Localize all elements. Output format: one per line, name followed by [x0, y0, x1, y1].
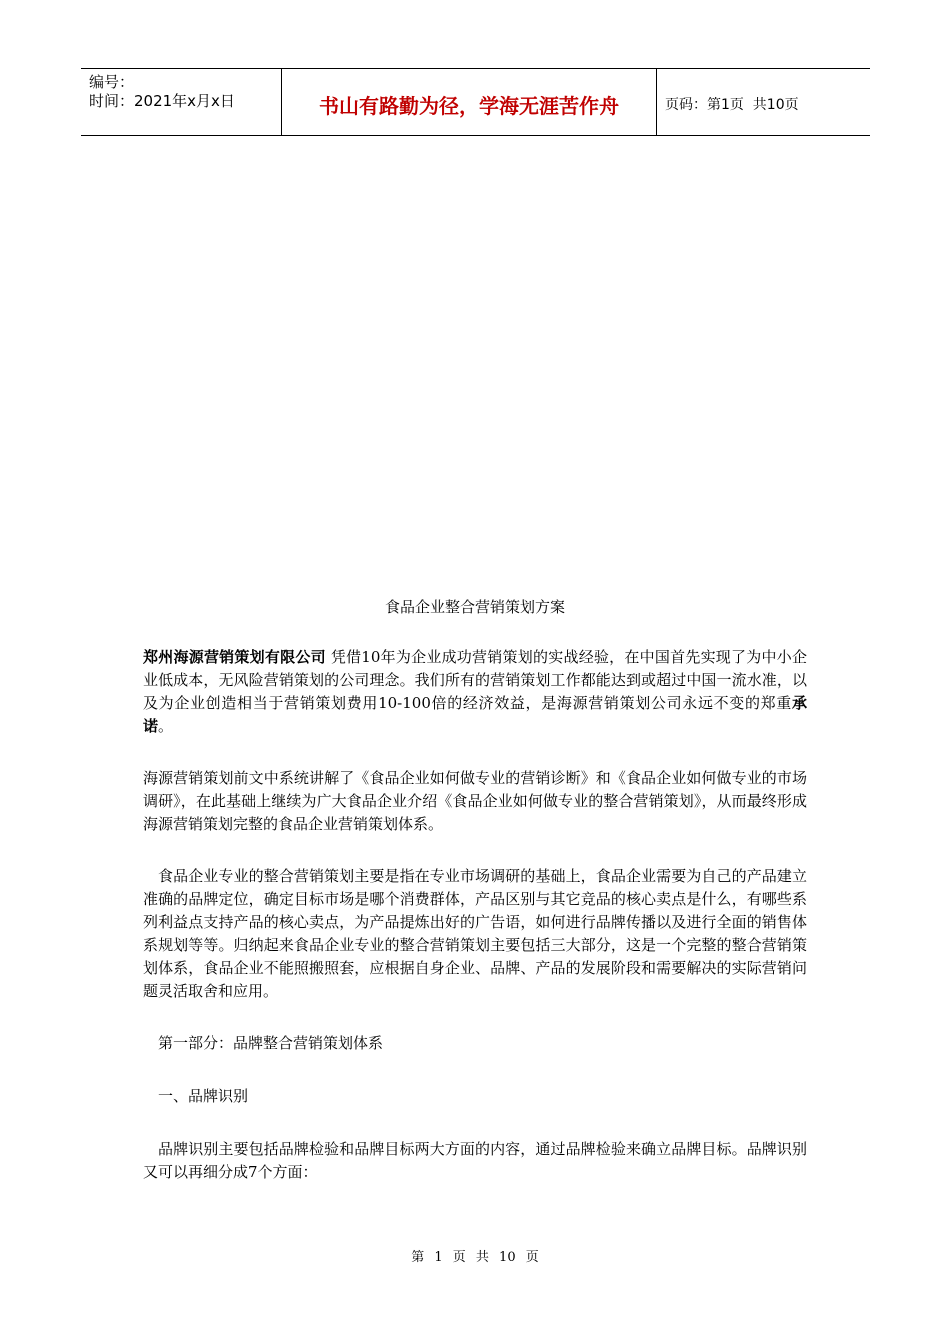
- paragraph-background: 海源营销策划前文中系统讲解了《食品企业如何做专业的营销诊断》和《食品企业如何做专业的市场调研》，在此基础上继续为广大食品企业介绍《食品企业如何做专业的整合营销策划》，从而最终形成海源营销策划完整的食品企业营销策划体系。: [143, 769, 807, 833]
- intro-period: 。: [158, 717, 174, 735]
- document-body: [143, 646, 807, 1184]
- paragraph-intro: [143, 646, 807, 738]
- section-heading-part1: 第一部分：品牌整合营销策划体系: [158, 1034, 384, 1052]
- page-footer: 第 1 页 共 10 页: [411, 1250, 539, 1265]
- header-page-info-cell: [657, 69, 870, 135]
- subsection-heading-brand-identity: 一、品牌识别: [158, 1087, 249, 1105]
- page-header: [81, 68, 870, 136]
- header-page-info: 页码：第1页 共10页: [665, 97, 799, 113]
- intro-text: 凭借10年为企业成功营销策划的实战经验，在中国首先实现了为中小企业低成本，无风险营销策划的公司理念。我们所有的营销策划工作都能达到或超过中国一流水准，以及为企业创造相当于营销策划费用10-100倍的经济效益，是海源营销策划公司永远不变的郑重: [143, 648, 807, 712]
- company-name: 郑州海源营销策划有限公司: [143, 648, 326, 666]
- header-meta-cell: [81, 69, 282, 135]
- header-number-label: 编号：: [89, 73, 135, 91]
- promise-word: 承诺: [143, 694, 807, 735]
- document-title: 食品企业整合营销策划方案: [384, 598, 565, 616]
- header-date-label: 时间：2021年x月x日: [89, 92, 235, 110]
- paragraph-brand-identity: 品牌识别主要包括品牌检验和品牌目标两大方面的内容，通过品牌检验来确立品牌目标。品牌识别又可以再细分成7个方面：: [143, 1140, 807, 1181]
- header-motto: 书山有路勤为径，学海无涯苦作舟: [282, 69, 657, 135]
- paragraph-definition: 食品企业专业的整合营销策划主要是指在专业市场调研的基础上，食品企业需要为自己的产品建立准确的品牌定位，确定目标市场是哪个消费群体，产品区别与其它竞品的核心卖点是什么，有哪些系列利益点支持产品的核心卖点，为产品提炼出好的广告语，如何进行品牌传播以及进行全面的销售体系规划等等。归纳起来食品企业专业的整合营销策划主要包括三大部分，这是一个完整的整合营销策划体系，食品企业不能照搬照套，应根据自身企业、品牌、产品的发展阶段和需要解决的实际营销问题灵活取舍和应用。: [143, 867, 807, 1000]
